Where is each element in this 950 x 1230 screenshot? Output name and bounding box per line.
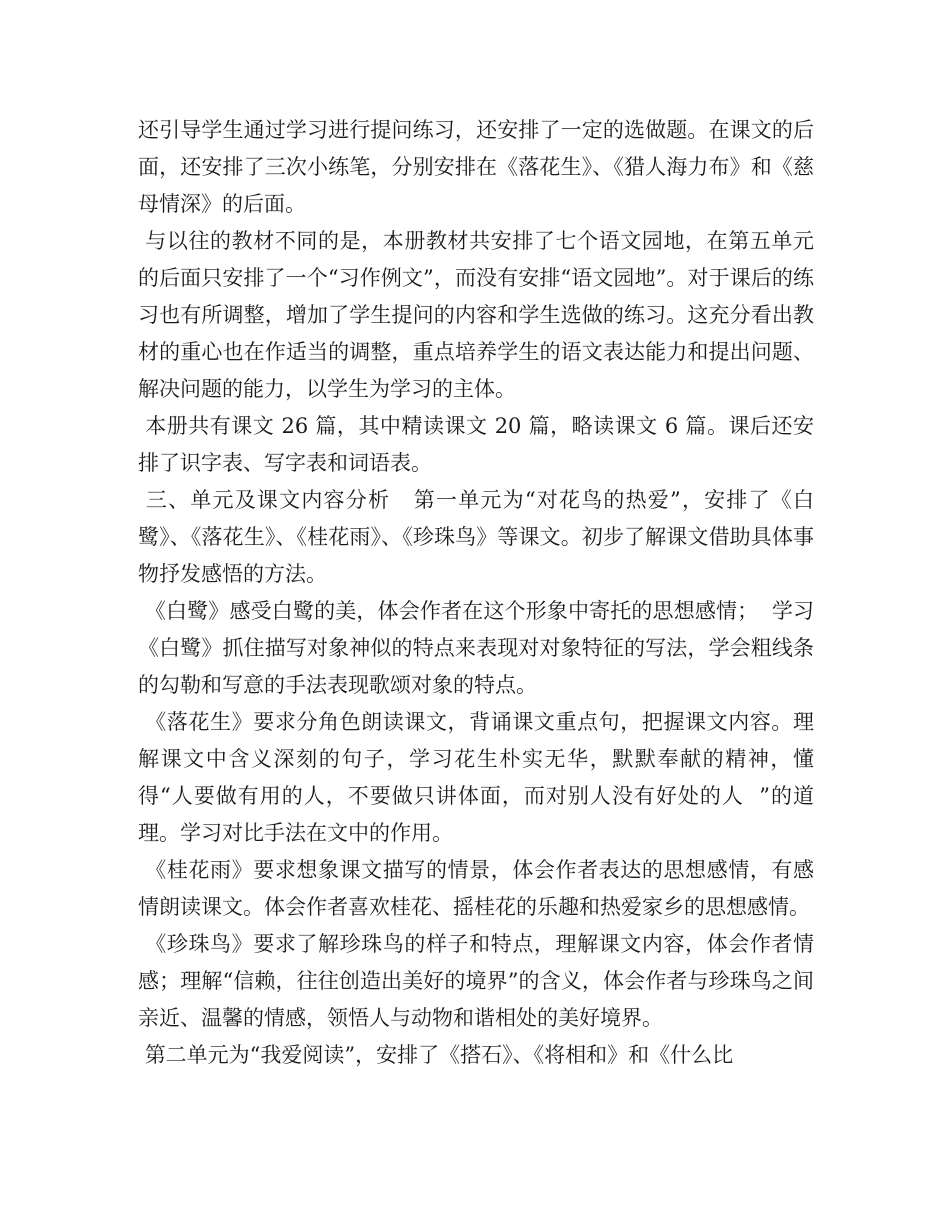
- section-heading-paragraph: 三、单元及课文内容分析 第一单元为“对花鸟的热爱”，安排了《白鹭》、《落花生》、《桂花雨》、《珍珠鸟》等课文。初步了解课文借助具体事物抒发感悟的方法。: [138, 488, 814, 586]
- paragraph: 第二单元为“我爱阅读”，安排了《搭石》、《将相和》和《什么比: [138, 1043, 734, 1067]
- paragraph: 与以往的教材不同的是，本册教材共安排了七个语文园地，在第五单元的后面只安排了一个“习作例文”，而没有安排“语文园地”。对于课后的练习也有所调整，增加了学生提问的内容和学生选做的练习。这充分看出教材的重心也在作适当的调整，重点培养学生的语文表达能力和提出问题、解决问题的能力，以学生为学习的主体。: [138, 229, 815, 401]
- paragraph: 《落花生》要求分角色朗读课文，背诵课文重点句，把握课文内容。理解课文中含义深刻的句子，学习花生朴实无华，默默奉献的精神，懂得“人要做有用的人，不要做只讲体面，而对别人没有好处的人 ”的道理。学习对比手法在文中的作用。: [138, 710, 815, 845]
- paragraph: 还引导学生通过学习进行提问练习，还安排了一定的选做题。在课文的后面，还安排了三次小练笔，分别安排在《落花生》、《猎人海力布》和《慈母情深》的后面。: [138, 118, 814, 216]
- paragraph: 本册共有课文 26 篇，其中精读课文 20 篇，略读课文 6 篇。课后还安排了识字表、写字表和词语表。: [138, 414, 814, 475]
- paragraph: 《珍珠鸟》要求了解珍珠鸟的样子和特点，理解课文内容，体会作者情感；理解“信赖，往往创造出美好的境界”的含义，体会作者与珍珠鸟之间亲近、温馨的情感，领悟人与动物和谐相处的美好境界。: [138, 932, 815, 1030]
- paragraph: 《桂花雨》要求想象课文描写的情景，体会作者表达的思想感情，有感情朗读课文。体会作者喜欢桂花、摇桂花的乐趣和热爱家乡的思想感情。: [138, 858, 815, 919]
- paragraph: 《白鹭》感受白鹭的美，体会作者在这个形象中寄托的思想感情； 学习《白鹭》抓住描写对象神似的特点来表现对对象特征的写法，学会粗线条的勾勒和写意的手法表现歌颂对象的特点。: [138, 599, 814, 697]
- document-page: [138, 112, 814, 1074]
